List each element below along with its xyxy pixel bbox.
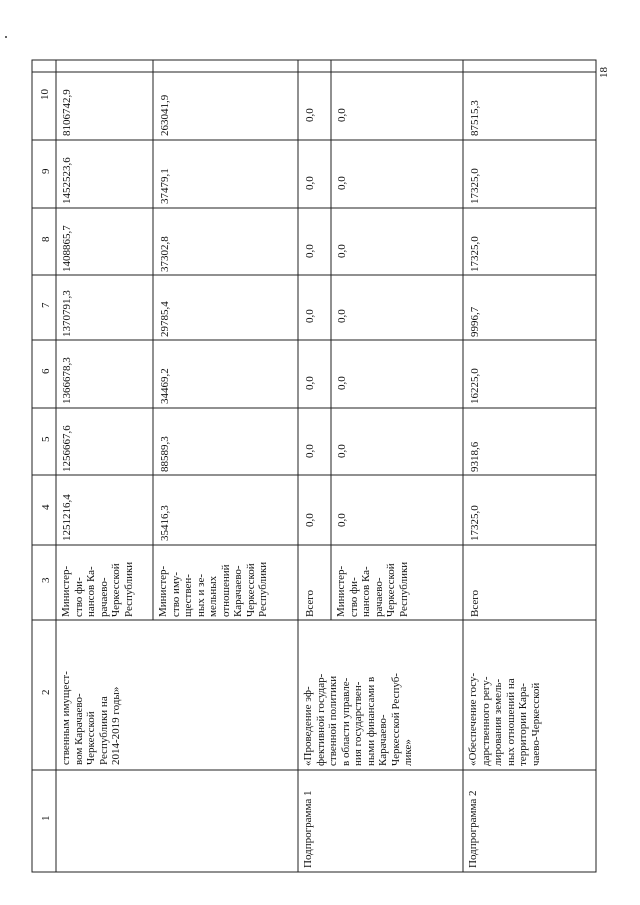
header-col-8: 8: [40, 236, 52, 242]
header-col-1: 1: [40, 815, 52, 821]
value-cell: 0,0: [304, 513, 316, 527]
value-cell: 37302,8: [159, 236, 171, 272]
value-cell: 0,0: [336, 176, 348, 190]
value-cell: 1408865,7: [61, 225, 73, 272]
value-cell: 0,0: [304, 309, 316, 323]
value-cell: 0,0: [304, 444, 316, 458]
value-cell: 1251216,4: [61, 494, 73, 541]
value-cell: 0,0: [336, 376, 348, 390]
value-cell: 88589,3: [159, 436, 171, 472]
value-cell: 87515,3: [469, 100, 481, 136]
subprogram-2-name: Подпрограмма 2: [467, 790, 479, 868]
value-cell: 263041,9: [159, 94, 171, 136]
value-cell: 29785,4: [159, 301, 171, 337]
header-col-10: 10: [39, 89, 51, 100]
value-cell: 34469,2: [159, 368, 171, 404]
header-col-9: 9: [40, 168, 52, 174]
header-col-3: 3: [40, 577, 52, 583]
subprogram-1-name: Подпрограмма 1: [302, 790, 314, 868]
subprogram-2-title: «Обеспечение госу- дарственного регу- лирования земель- ных отношений на территории Кара- чаево-Черкесской: [467, 672, 542, 766]
value-cell: 1452523,6: [61, 157, 73, 204]
header-col-7: 7: [40, 302, 52, 308]
value-cell: 0,0: [336, 444, 348, 458]
value-cell: 0,0: [336, 309, 348, 323]
value-cell: 35416,3: [159, 505, 171, 541]
value-cell: 0,0: [304, 376, 316, 390]
value-cell: 9996,7: [469, 306, 481, 337]
value-cell: 8106742,9: [61, 89, 73, 136]
value-cell: 17325,0: [469, 505, 481, 541]
program-title-continuation: ственным имущест- вом Карачаево- Черкесской Республики на 2014-2019 годы»: [60, 671, 122, 765]
value-cell: 9318,6: [469, 441, 481, 472]
executor-cell: Всего: [469, 590, 481, 617]
value-cell: 1366678,3: [61, 357, 73, 404]
header-col-4: 4: [40, 504, 52, 510]
value-cell: 1256667,6: [61, 425, 73, 472]
value-cell: 0,0: [304, 108, 316, 122]
value-cell: 17325,0: [469, 236, 481, 272]
executor-cell: Министер- ство фи- нансов Ка- рачаево- Черкесской Республики: [335, 561, 410, 617]
subprogram-1-title: «Проведение эф- фективной государ- ственной политики в области управле- ния государствен- ными финансами в Карачаево- Черкесской Респуб- лике»: [302, 673, 414, 766]
header-col-2: 2: [40, 689, 52, 695]
value-cell: 37479,1: [159, 168, 171, 204]
header-col-6: 6: [40, 368, 52, 374]
value-cell: 0,0: [304, 176, 316, 190]
value-cell: 0,0: [336, 513, 348, 527]
executor-cell: Всего: [304, 590, 316, 617]
value-cell: 1370791,3: [61, 290, 73, 337]
value-cell: 0,0: [336, 244, 348, 258]
executor-cell: Министер- ство фи- нансов Ка- рачаево- Черкесской Республики: [60, 561, 135, 617]
page-number: 18: [598, 67, 610, 78]
header-col-5: 5: [40, 436, 52, 442]
value-cell: 0,0: [304, 244, 316, 258]
value-cell: 0,0: [336, 108, 348, 122]
executor-cell: Министер- ство иму- ществен- ных и зе- мельных отношений Карачаево- Черкесской Республики: [157, 561, 269, 617]
value-cell: 16225,0: [469, 368, 481, 404]
value-cell: 17325,0: [469, 168, 481, 204]
